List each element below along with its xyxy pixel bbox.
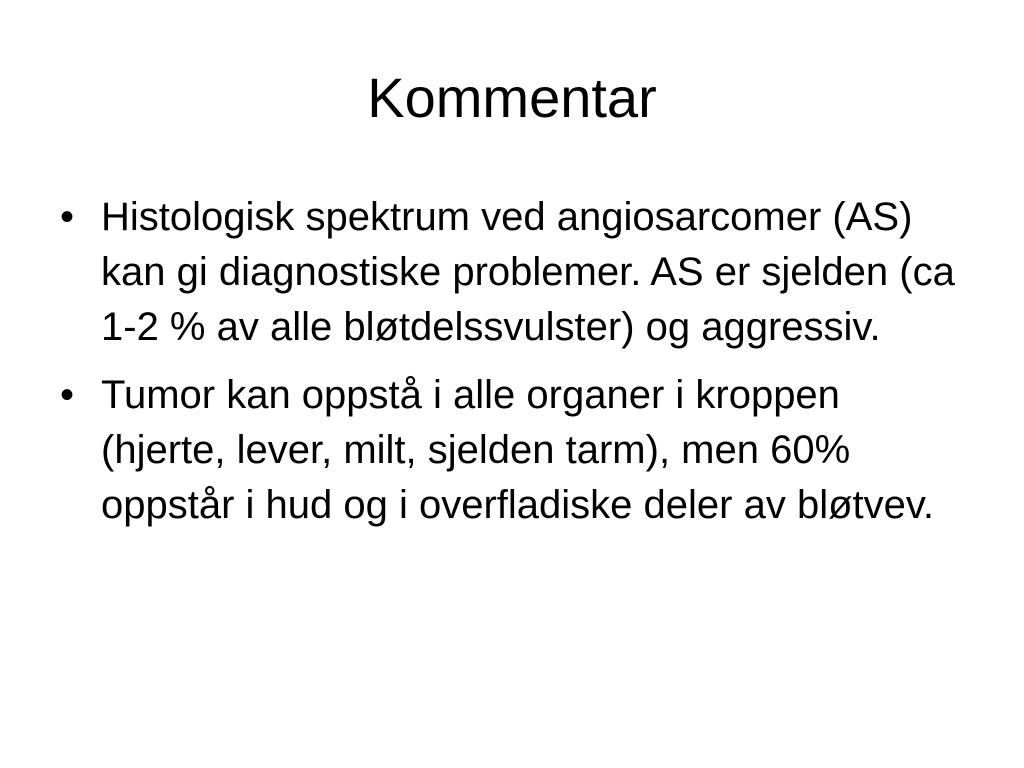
bullet-item: [60, 368, 960, 533]
bullet-text: Histologisk spektrum ved angiosarcomer (AS) kan gi diagnostiske problemer. AS er sjelden (ca 1-2 % av alle bløtdelssvulster) og aggressiv.: [101, 195, 955, 349]
bullet-dot-icon: •: [60, 195, 75, 239]
slide-title: Kommentar: [367, 66, 657, 129]
bullet-text: Tumor kan oppstå i alle organer i kroppen (hjerte, lever, milt, sjelden tarm), men 60% oppstår i hud og i overfladiske deler av bløtvev.: [101, 373, 935, 527]
bullet-list: [60, 190, 960, 546]
bullet-item: [60, 190, 960, 355]
bullet-dot-icon: •: [60, 373, 75, 417]
